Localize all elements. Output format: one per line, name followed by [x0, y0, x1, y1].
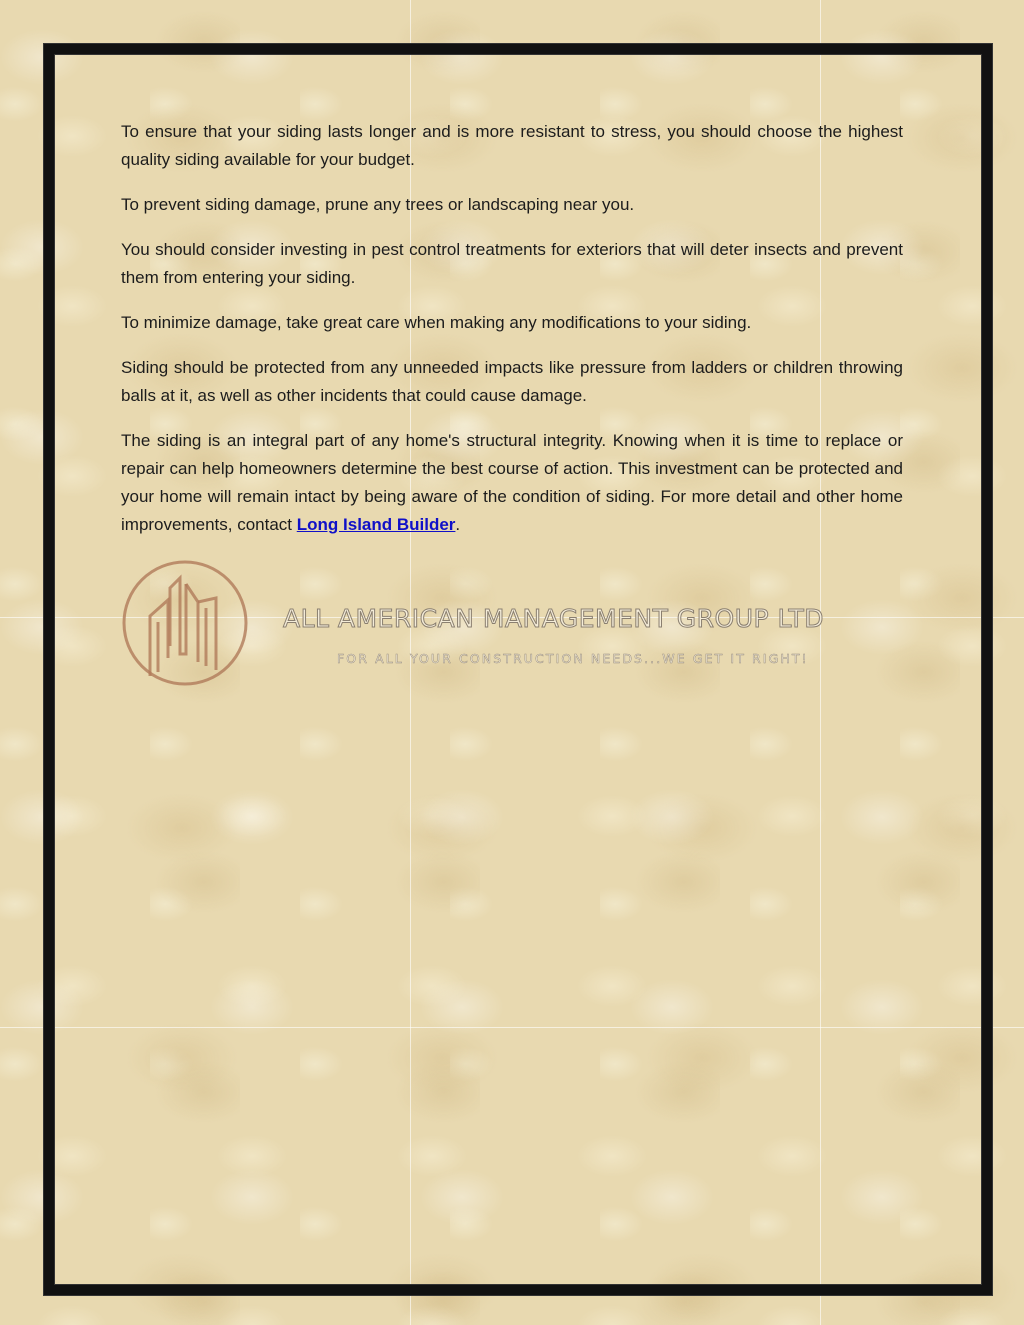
- company-logo-icon: [120, 558, 250, 688]
- document-body: [121, 118, 903, 556]
- company-tagline: FOR ALL YOUR CONSTRUCTION NEEDS...WE GET IT RIGHT!: [337, 651, 809, 666]
- paragraph: You should consider investing in pest control treatments for exteriors that will deter insects and prevent them from entering your siding.: [121, 240, 903, 287]
- closing-text: The siding is an integral part of any home's structural integrity. Knowing when it is time to replace or repair can help homeowners determine the best course of action. This investment can be protected and your home will remain intact by being aware of the condition of siding. For more detail and other home improvements, contact: [121, 431, 903, 534]
- paragraph: To minimize damage, take great care when making any modifications to your siding.: [121, 313, 752, 332]
- paragraph: Siding should be protected from any unneeded impacts like pressure from ladders or children throwing balls at it, as well as other incidents that could cause damage.: [121, 358, 903, 405]
- closing-paragraph: [121, 427, 903, 539]
- paragraph: To ensure that your siding lasts longer and is more resistant to stress, you should choose the highest quality siding available for your budget.: [121, 122, 903, 169]
- company-name: ALL AMERICAN MANAGEMENT GROUP LTD: [283, 604, 825, 633]
- long-island-builder-link[interactable]: Long Island Builder: [296, 515, 456, 534]
- paragraph: To prevent siding damage, prune any trees or landscaping near you.: [121, 195, 635, 214]
- closing-end: .: [455, 515, 461, 534]
